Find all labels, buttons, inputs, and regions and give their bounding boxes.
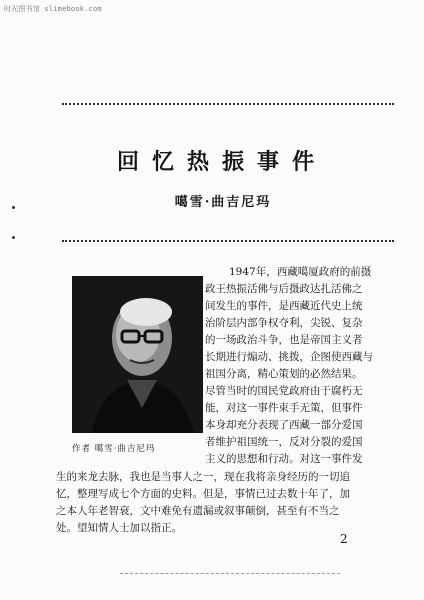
body-line: 之本人年老智衰，文中难免有遗漏或叙事颠倒，甚至有不当之 [56,505,340,517]
body-line: 间发生的事件，是西藏近代史上统 [205,300,363,312]
top-dotted-rule [62,103,394,105]
body-line: 长期进行煽动、挑拨，企图使西藏与 [205,351,373,363]
article-author: 噶雪·曲吉尼玛 [174,195,272,210]
body-line: 忆，整理写成七个方面的史料。但是，事情已过去数十年了，加 [56,488,350,500]
body-line: 1947年，西藏噶厦政府的前摄 [229,266,372,278]
page-number: 2 [340,532,348,546]
body-line: 政王热振活佛与后摄政达扎活佛之 [205,283,363,295]
body-line: 处。望知情人士加以指正。 [56,522,182,534]
body-line: 本身却充分表现了西藏一部分爱国 [205,419,363,431]
author-portrait [72,276,203,433]
margin-mark-2 [12,236,15,239]
body-line: 生的来龙去脉，我也是当事人之一，现在我将亲身经历的一切追 [56,471,350,483]
body-line: 的一场政治斗争，也是帝国主义者 [205,334,363,346]
article-title: 回忆热振事件 [116,149,327,175]
portrait-image [72,276,203,433]
margin-mark-1 [12,206,15,209]
watermark: 时光图书馆 slimebook.com [4,5,102,13]
body-line: 主义的思想和行动。对这一事件发 [205,453,363,465]
photo-caption: 作者 噶雪·曲吉尼玛 [72,444,156,454]
body-line: 治阶层内部争权夺利，尖锐、复杂 [205,317,363,329]
mid-dotted-rule [62,240,394,242]
scan-streak [120,573,340,574]
body-line: 能，对这一事件束手无策，但事件 [205,402,363,414]
body-line: 者维护祖国统一，反对分裂的爱国 [205,436,363,448]
body-line: 尽管当时的国民党政府由于腐朽无 [205,385,363,397]
body-line: 祖国分离，精心策划的必然结果。 [205,368,363,380]
